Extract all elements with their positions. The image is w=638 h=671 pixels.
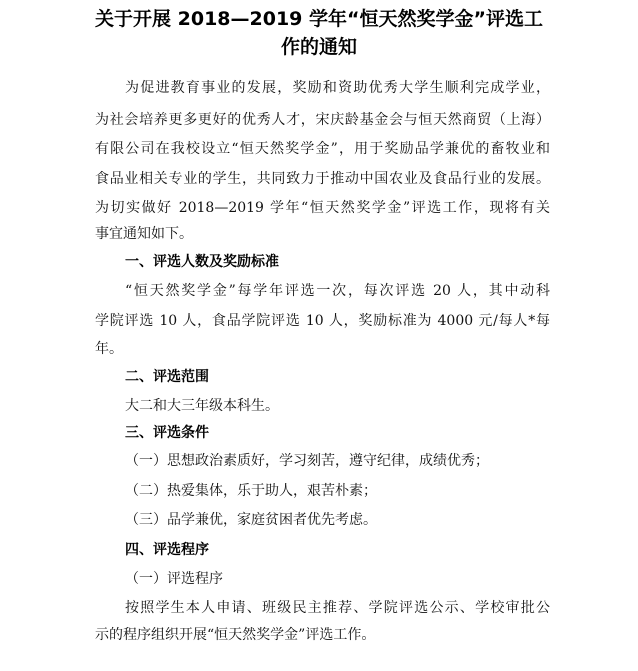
paragraph-line: 学院评选 10 人，食品学院评选 10 人，奖励标准为 4000 元/每人*每 — [95, 313, 550, 329]
document-title-line-2: 作的通知 — [280, 36, 357, 58]
scope-text: 大二和大三年级本科生。 — [125, 398, 279, 414]
document-title-line-1: 关于开展 2018—2019 学年“恒天然奖学金”评选工 — [95, 8, 543, 30]
intro-line: 食品业相关专业的学生，共同致力于推动中国农业及食品行业的发展。 — [95, 171, 550, 187]
paragraph-line: “恒天然奖学金”每学年评选一次，每次评选 20 人，其中动科 — [125, 283, 550, 299]
intro-line: 为促进教育事业的发展，奖励和资助优秀大学生顺利完成学业， — [125, 80, 550, 96]
intro-line: 事宜通知如下。 — [95, 226, 193, 242]
intro-line: 为切实做好 2018—2019 学年“恒天然奖学金”评选工作，现将有关 — [95, 200, 550, 216]
section-heading-quota: 一、评选人数及奖励标准 — [125, 254, 279, 270]
paragraph-line: 按照学生本人申请、班级民主推荐、学院评选公示、学校审批公 — [125, 600, 550, 616]
section-heading-procedure: 四、评选程序 — [125, 542, 209, 558]
paragraph-line: 年。 — [95, 341, 123, 357]
section-heading-scope: 二、评选范围 — [125, 369, 209, 385]
intro-line: 为社会培养更多更好的优秀人才，宋庆龄基金会与恒天然商贸（上海） — [95, 112, 550, 128]
procedure-subheading: （一）评选程序 — [125, 571, 223, 587]
section-heading-criteria: 三、评选条件 — [125, 425, 209, 441]
intro-line: 有限公司在我校设立“恒天然奖学金”，用于奖励品学兼优的畜牧业和 — [95, 141, 550, 157]
criteria-item: （一）思想政治素质好，学习刻苦，遵守纪律，成绩优秀； — [125, 453, 489, 469]
criteria-item: （二）热爱集体，乐于助人，艰苦朴素； — [125, 483, 377, 499]
paragraph-line: 示的程序组织开展“恒天然奖学金”评选工作。 — [95, 627, 376, 643]
criteria-item: （三）品学兼优，家庭贫困者优先考虑。 — [125, 512, 377, 528]
